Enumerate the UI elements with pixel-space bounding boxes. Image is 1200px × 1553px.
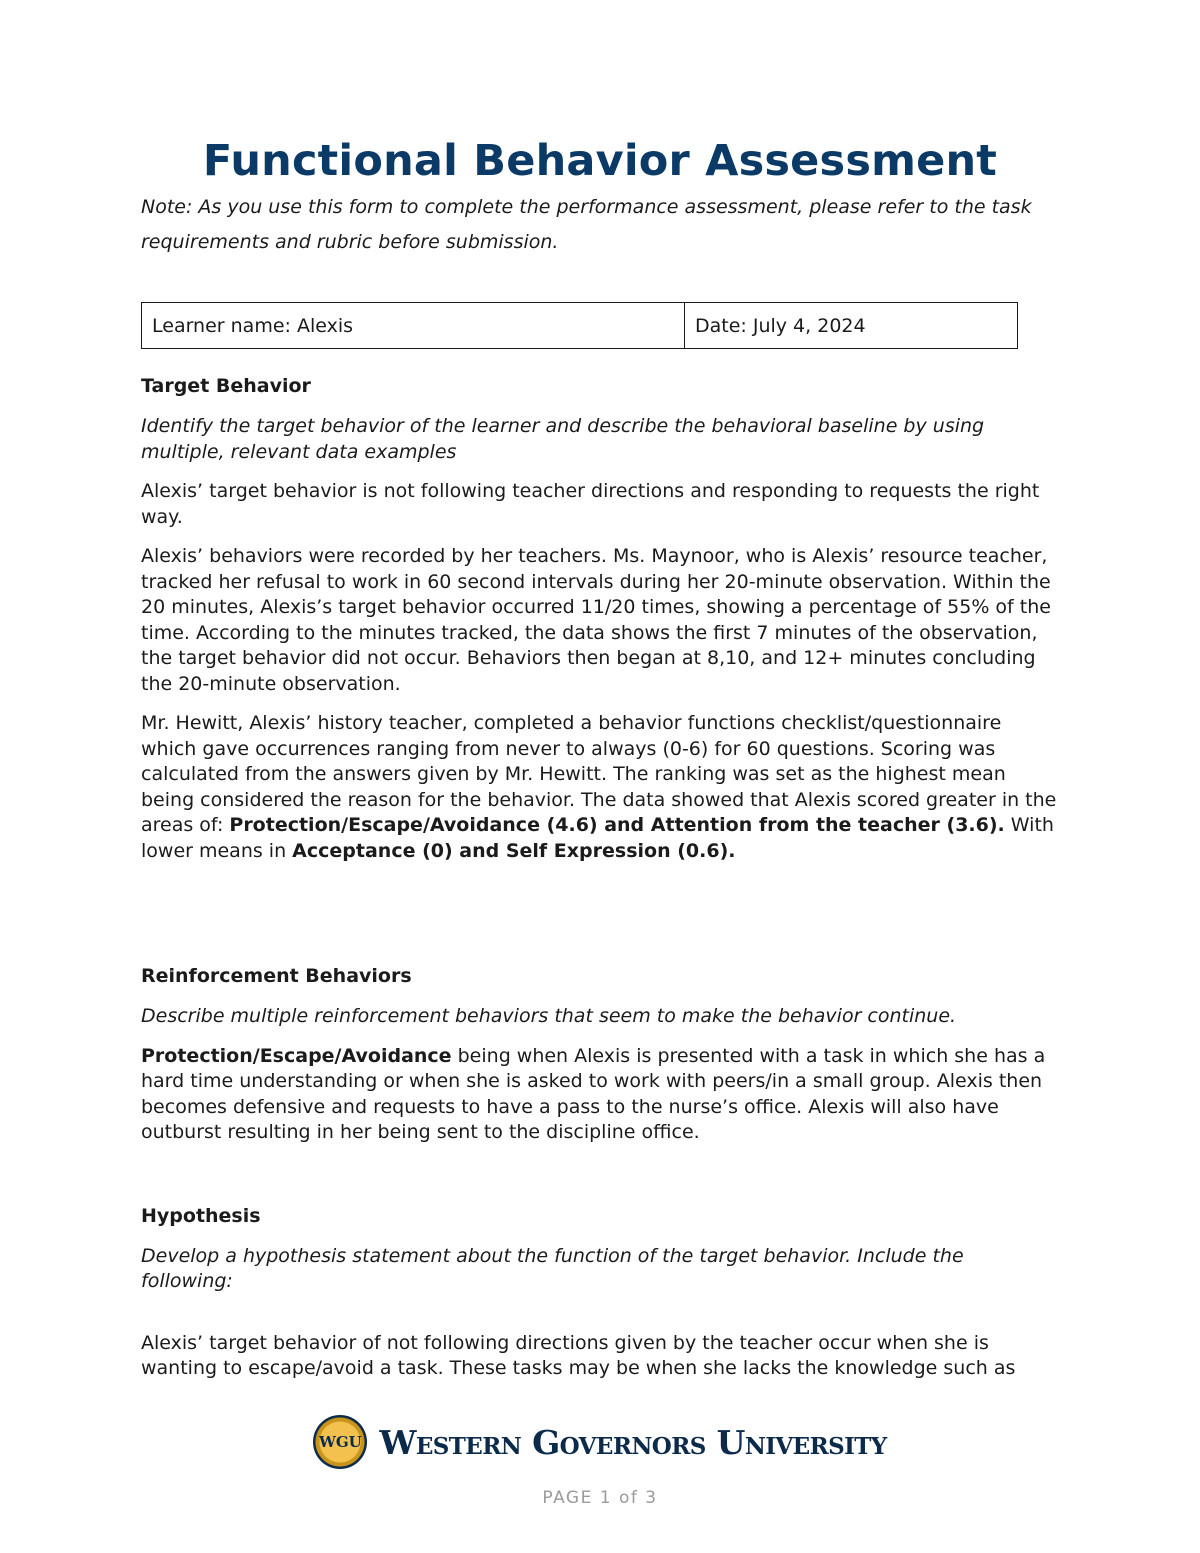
target-behavior-paragraph-2: Alexis’ behaviors were recorded by her teachers. Ms. Maynoor, who is Alexis’ resource teacher, tracked her refusal to work in 60 second intervals during her 20-minute observation. Within the 20 minutes, Alexis’s target behavior occurred 11/20 times, showing a percentage of 55% of the time. According to the minutes tracked, the data shows the first 7 minutes of the observation, the target behavior did not occur. Behaviors then began at 8,10, and 12+ minutes concluding the 20-minute observation. (141, 545, 1051, 695)
hypothesis-prompt: Develop a hypothesis statement about the function of the target behavior. Include the following: (141, 1244, 964, 1292)
document-title: Functional Behavior Assessment (202, 136, 998, 186)
hypothesis-heading: Hypothesis (141, 1204, 261, 1227)
reinforcement-text: being when Alexis is presented with a task in which she has a hard time understanding or when she is asked to work with peers/in a small group. Alexis then becomes defensive and requests to have a pass to the nurse’s office. Alexis will also have outburst resulting in her being sent to the discipline office. (141, 1044, 1046, 1143)
reinforcement-behaviors-heading: Reinforcement Behaviors (141, 965, 412, 987)
hypothesis-paragraph: Alexis’ target behavior of not following directions given by the teacher occur when she is wanting to escape/avoid a task. These tasks may be when she lacks the knowledge such as (141, 1331, 1016, 1379)
learner-info-table (141, 302, 1018, 349)
reinforcement-behaviors-prompt: Describe multiple reinforcement behaviors that seem to make the behavior continue. (141, 1005, 957, 1027)
reinforcement-behaviors-paragraph (141, 1044, 1061, 1146)
target-behavior-heading: Target Behavior (141, 375, 311, 397)
instruction-note: Note: As you use this form to complete the performance assessment, please refer to the task requirements and rubric before submission. (141, 196, 1032, 253)
target-behavior-paragraph-3 (141, 711, 1061, 864)
date-cell: Date: July 4, 2024 (685, 303, 1018, 349)
target-behavior-prompt: Identify the target behavior of the learner and describe the behavioral baseline by using multiple, relevant data examples (141, 415, 985, 463)
target-behavior-paragraph-1: Alexis’ target behavior is not following teacher directions and responding to requests the right way. (141, 480, 1040, 528)
document-body (141, 372, 1061, 1382)
paragraph-3-text-continued: With lower means in (141, 814, 1054, 862)
paragraph-3-text: Mr. Hewitt, Alexis’ history teacher, completed a behavior functions checklist/questionnaire which gave occurrences ranging from never to always (0-6) for 60 questions. Scoring was calculated from the answers given by Mr. Hewitt. The ranking was set as the highest mean being considered the reason for the behavior. The data showed that Alexis scored greater in the areas of: (141, 712, 1057, 836)
university-wordmark: Western Governors University (379, 1422, 887, 1462)
paragraph-3-highlight-high: Protection/Escape/Avoidance (4.6) and Attention from the teacher (3.6). (229, 814, 1005, 836)
learner-name-cell: Learner name: Alexis (142, 303, 685, 349)
paragraph-3-highlight-low: Acceptance (0) and Self Expression (0.6). (292, 839, 736, 862)
reinforcement-bold-term: Protection/Escape/Avoidance (141, 1044, 452, 1067)
page-number: PAGE 1 of 3 (542, 1488, 658, 1508)
university-seal-icon: WGU (313, 1415, 367, 1469)
university-logo (0, 1410, 1200, 1474)
